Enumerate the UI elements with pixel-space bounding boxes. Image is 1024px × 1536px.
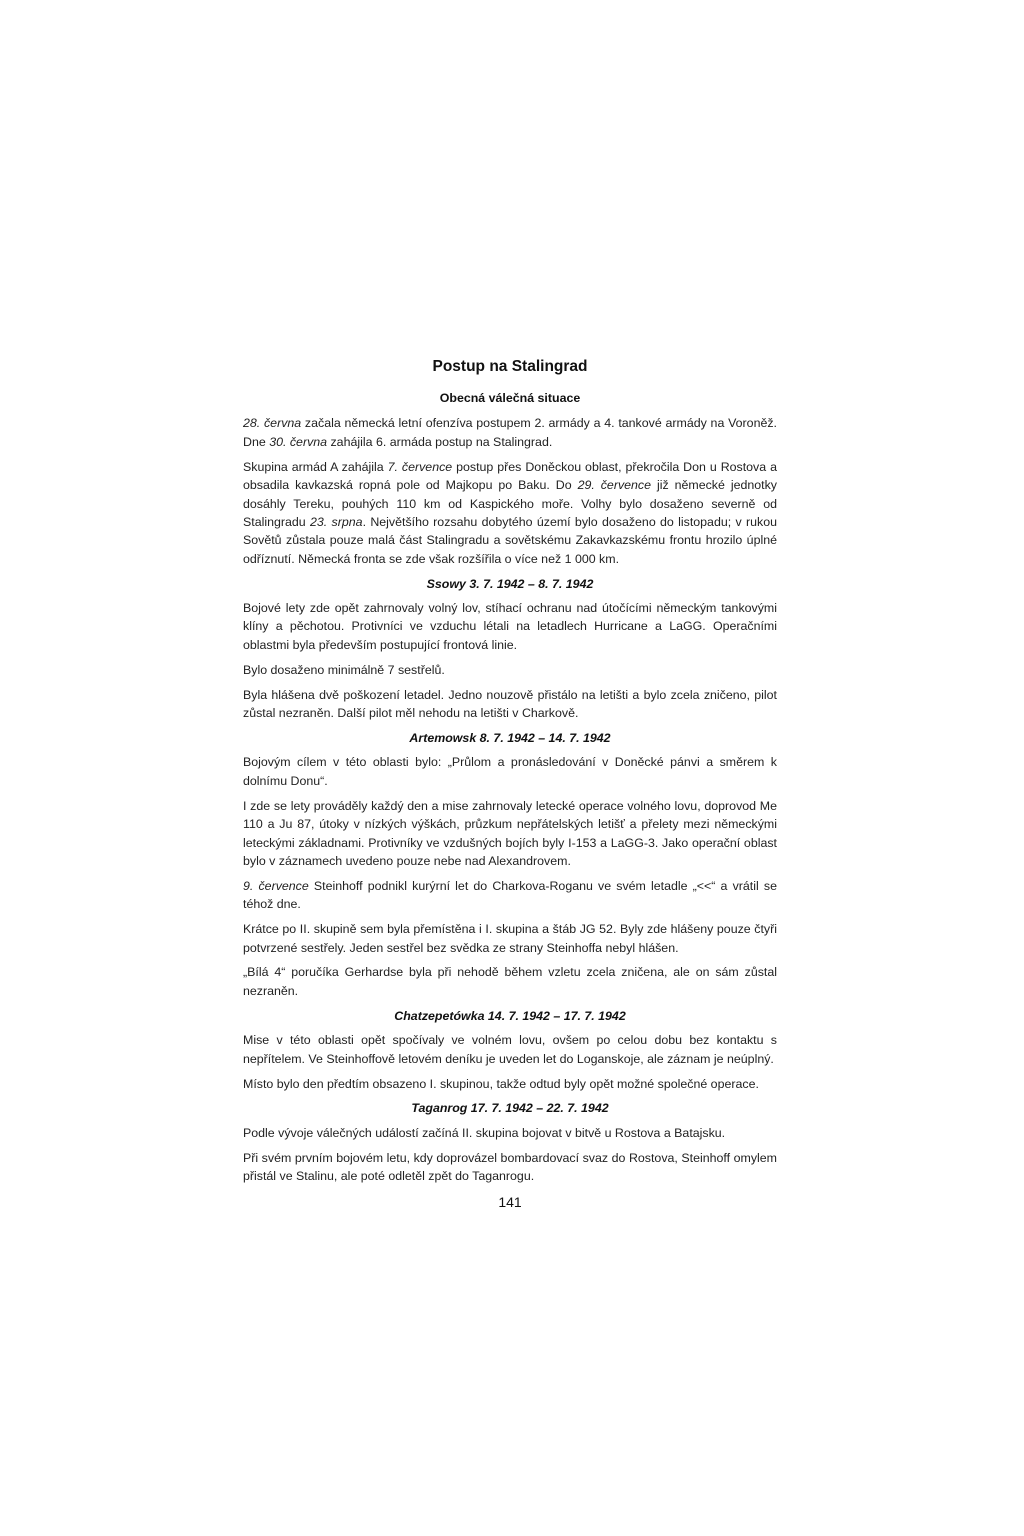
date-italic: 7. července [387,459,453,474]
page-body [243,356,777,1192]
artemowsk-paragraph-1: Bojovým cílem v této oblasti bylo: „Průlom a pronásledování v Doněcké pánvi a směrem k dolnímu Donu“. [243,755,777,788]
intro-paragraph-2 [243,458,777,568]
artemowsk-paragraph-2: I zde se lety prováděly každý den a mise zahrnovaly letecké operace volného lovu, doprovod Me 110 a Ju 87, útoky v nízkých výškách, průzkum nepřátelských letišť a přelety mezi německými leteckými základnami. Protivníky ve vzdušných bojích byly I-153 a LaGG-3. Jako operační oblast bylo v záznamech uvedeno pouze nebe nad Alexandrovem. [243,798,777,868]
ssowy-paragraph-2: Bylo dosaženo minimálně 7 sestřelů. [243,662,445,677]
artemowsk-paragraph-5: „Bílá 4“ poručíka Gerhardse byla při nehodě během vzletu zcela zničena, ale on sám zůstal nezraněn. [243,965,777,998]
page-number: 141 [498,1194,522,1210]
text-span: postup přes Doněckou oblast, překročila Don u Rostova a obsadila kavkazská ropná pole od Majkopu po Baku. Do [243,459,777,493]
section-heading-chatzepetowka: Chatzepetówka 14. 7. 1942 – 17. 7. 1942 [394,1008,626,1023]
text-span: začala německá letní ofenzíva postupem 2. armády a 4. tankové armády na Voroněž. Dne [243,416,777,449]
date-italic: 23. srpna [310,514,363,529]
section-subtitle: Obecná válečná situace [439,391,581,405]
artemowsk-paragraph-4: Krátce po II. skupině sem byla přemístěna i I. skupina a štáb JG 52. Byly zde hlášeny pouze čtyři potvrzené sestřely. Jeden sestřel bez svědka ze strany Steinhoffa nebyl hlášen. [243,922,777,955]
chatzepetowka-paragraph-2: Místo bylo den předtím obsazeno I. skupinou, takže odtud byly opět možné společné operace. [243,1076,759,1091]
ssowy-paragraph-1: Bojové lety zde opět zahrnovaly volný lov, stíhací ochranu nad útočícími německým tankovými klíny a pěchotou. Protivníci ve vzduchu létali na letadlech Hurricane a LaGG. Operačními oblastmi byla především postupující frontová linie. [243,601,777,652]
text-span: zahájila 6. armáda postup na Stalingrad. [327,434,553,449]
ssowy-paragraph-3: Byla hlášena dvě poškození letadel. Jedno nouzově přistálo na letišti a bylo zcela zničeno, pilot zůstal nezraněn. Další pilot měl nehodu na letišti v Charkově. [243,687,777,721]
artemowsk-paragraph-3 [243,877,777,914]
section-heading-artemowsk: Artemowsk 8. 7. 1942 – 14. 7. 1942 [409,731,611,745]
text-span: . Největšího rozsahu dobytého území bylo dosaženo do listopadu; v rukou Sovětů zůstala pouze malá část Stalingradu a sovětskému Zakavkazskému frontu hrozilo úplné odříznutí. Německá fronta se zde však rozšířila o více než 1 000 km. [243,514,777,566]
text-span: Skupina armád A zahájila [243,459,388,474]
taganrog-paragraph-1: Podle vývoje válečných událostí začíná II. skupina bojovat v bitvě u Rostova a Batajsku. [243,1125,726,1140]
text-span: Steinhoff podnikl kurýrní let do Charkova-Roganu ve svém letadle „<<“ a vrátil se téhož dne. [243,878,777,912]
date-italic: 9. července [243,878,309,893]
date-italic: 28. června [243,416,302,431]
chapter-title: Postup na Stalingrad [432,358,588,375]
text-span: již německé jednotky dosáhly Tereku, pouhých 110 km od Kaspického moře. Volhy bylo dosaženo severně od Stalingradu [243,478,777,529]
chatzepetowka-paragraph-1: Mise v této oblasti opět spočívaly ve volném lovu, ovšem po celou dobu bez kontaktu s nepřítelem. Ve Steinhoffově letovém deníku je uveden let do Loganskoje, ale záznam je neúplný. [243,1033,777,1066]
date-italic: 30. června [269,434,328,449]
section-heading-taganrog: Taganrog 17. 7. 1942 – 22. 7. 1942 [411,1101,609,1116]
date-italic: 29. července [577,478,652,493]
taganrog-paragraph-2: Při svém prvním bojovém letu, kdy doprovázel bombardovací svaz do Rostova, Steinhoff omylem přistál ve Stalinu, ale poté odletěl zpět do Taganrogu. [243,1150,777,1184]
section-heading-ssowy: Ssowy 3. 7. 1942 – 8. 7. 1942 [426,576,594,591]
intro-paragraph-1 [243,414,777,451]
